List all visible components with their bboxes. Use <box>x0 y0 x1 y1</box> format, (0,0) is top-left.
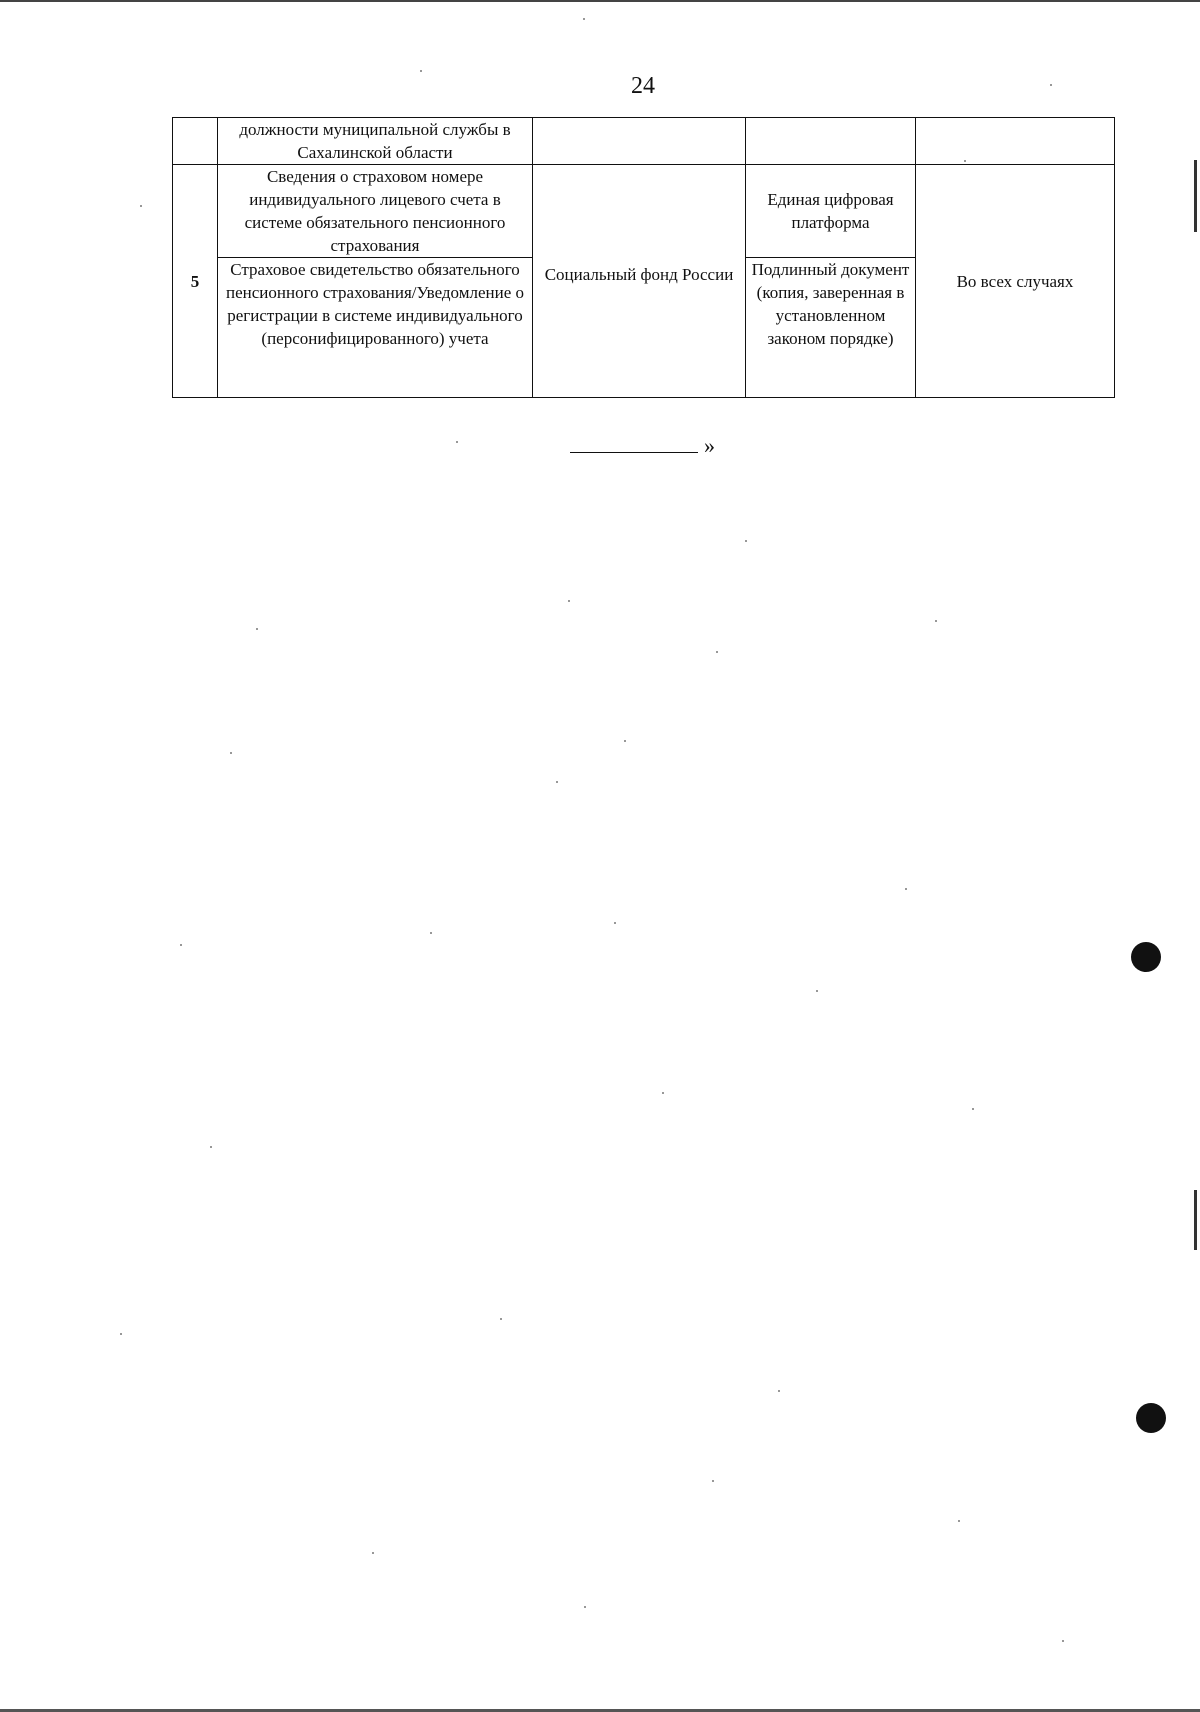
cell-form-original: Подлинный документ (копия, заверенная в установленном законом порядке) <box>746 258 916 398</box>
closing-quote: » <box>704 433 715 458</box>
cell-source-empty <box>533 118 746 165</box>
cell-cases-all: Во всех случаях <box>916 165 1115 398</box>
row-number: 5 <box>173 165 218 398</box>
table-row-5a <box>173 165 1115 258</box>
closing-blank-line <box>570 430 698 453</box>
cell-document-continuation: должности муниципальной службы в Сахалинской области <box>218 118 533 165</box>
cell-number-empty <box>173 118 218 165</box>
cell-cases-empty <box>916 118 1115 165</box>
scan-edge-mark-lower <box>1194 1190 1197 1250</box>
cell-source-sfr: Социальный фонд России <box>533 165 746 398</box>
cell-form-platform: Единая цифровая платформа <box>746 165 916 258</box>
cell-form-empty <box>746 118 916 165</box>
closing-line <box>570 430 715 460</box>
cell-document-certificate: Страховое свидетельство обязательного пенсионного страхования/Уведомление о регистрации в системе индивидуального (персонифицированного) учета <box>218 258 533 398</box>
documents-table <box>172 117 1115 398</box>
scan-edge-mark-upper <box>1194 160 1197 232</box>
scan-edge-top <box>0 0 1200 2</box>
page-number: 24 <box>631 73 655 99</box>
punch-hole-upper <box>1131 942 1161 972</box>
cell-document-snils-info: Сведения о страховом номере индивидуального лицевого счета в системе обязательного пенсионного страхования <box>218 165 533 258</box>
punch-hole-lower <box>1136 1403 1166 1433</box>
table-row-continuation <box>173 118 1115 165</box>
